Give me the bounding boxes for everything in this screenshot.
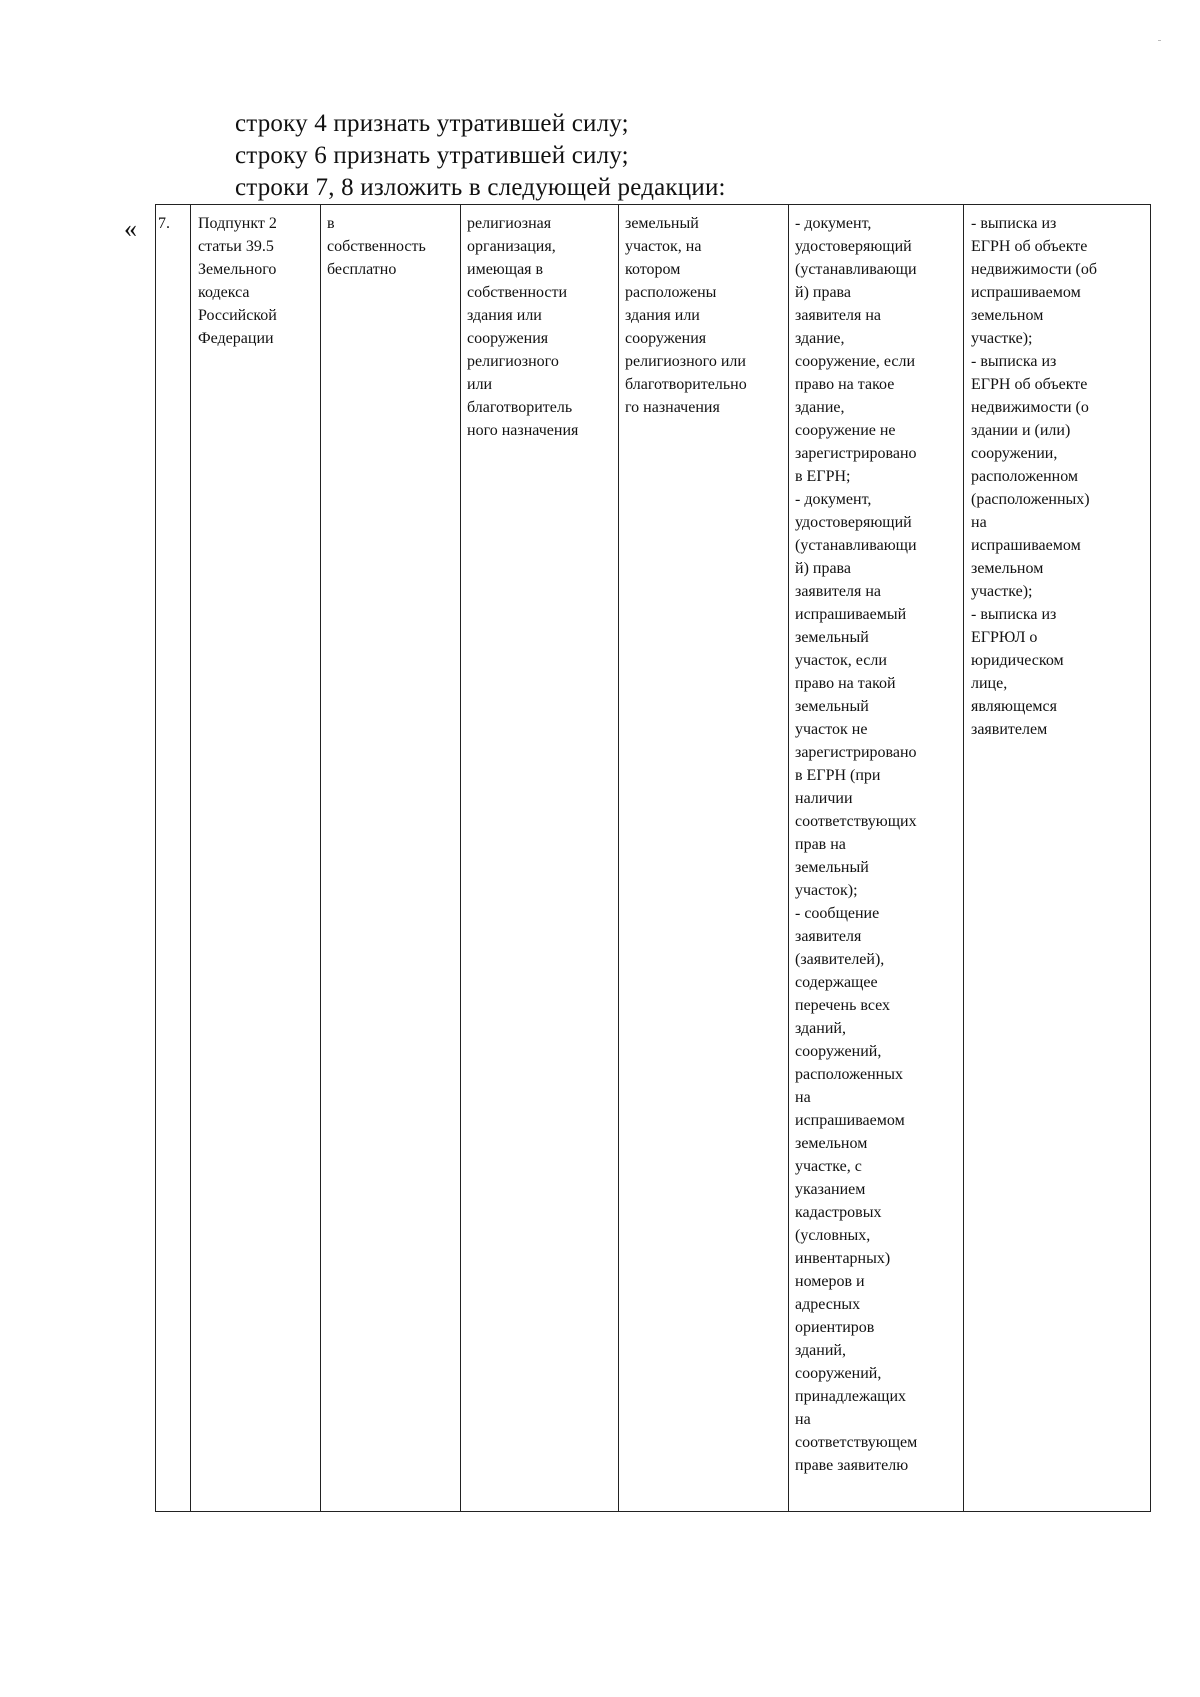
cell-text-line: испрашиваемый [795,606,907,623]
cell-text-line: религиозная [467,215,552,232]
cell-text-line: котором [625,261,681,278]
cell-text-line: ного назначения [467,422,579,439]
cell-text-line: в ЕГРН (при [795,767,881,784]
cell-text-line: инвентарных) [795,1250,891,1267]
cell-text-line: испрашиваемом [971,537,1081,554]
cell-text-line: лице, [971,675,1008,692]
cell-text-line: зарегистрировано [795,744,917,761]
cell-text-line: участок, если [795,652,887,669]
cell-text-line: заявителя на [795,583,881,600]
cell-text-line: (расположенных) [971,491,1090,508]
applicant-documents-cell [795,212,917,1477]
cell-text-line: - выписка из [971,353,1057,370]
document-list-item [795,902,917,1477]
cell-text-line: земельном [971,560,1044,577]
cell-text-line: кадастровых [795,1204,882,1221]
cell-text-line: (устанавливающи [795,537,917,554]
cell-text-line: й) права [795,560,851,577]
cell-text-line: земельный [795,859,869,876]
cell-text-line: перечень всех [795,997,891,1014]
cell-text-line: юридическом [971,652,1064,669]
cell-text-line: сооружение, если [795,353,915,370]
cell-text-line: здания или [467,307,542,324]
cell-text-line: Российской [198,307,277,324]
cell-text-line: испрашиваемом [795,1112,905,1129]
cell-text-line: Подпункт 2 [198,215,277,232]
cell-text-line: го назначения [625,399,720,416]
cell-text-line: Федерации [198,330,274,347]
cell-text-line: прав на [795,836,846,853]
cell-text-line: принадлежащих [795,1388,907,1405]
row-number-cell [158,212,170,235]
cell-text-line: заявителя на [795,307,881,324]
cell-text-line: участке); [971,330,1033,347]
instruction-line: строки 7, 8 изложить в следующей редакции: [235,174,726,201]
cell-text-line: й) права [795,284,851,301]
cell-text-line: удостоверяющий [795,514,912,531]
table-border-bottom [155,1511,1151,1512]
cell-text-line: заявителем [971,721,1048,738]
cell-text-line: содержащее [795,974,878,991]
cell-text-line: наличии [795,790,853,807]
cell-text-line: на [971,514,987,531]
table-border-top [155,204,1151,205]
cell-text-line: участок, на [625,238,702,255]
document-list-item [795,212,917,488]
cell-text-line: благотворитель [467,399,573,416]
cell-text-line: зданий, [795,1342,846,1359]
cell-text-line: сооружений, [795,1365,882,1382]
cell-text-line: земельный [625,215,699,232]
cell-text-line: сооружения [467,330,549,347]
cell-text-line: расположенных [795,1066,903,1083]
cell-text-line: здание, [795,399,845,416]
cell-text-line: сооружении, [971,445,1058,462]
cell-text-line: в [327,215,335,232]
cell-text-line: сооружений, [795,1043,882,1060]
cell-text-line: соответствующем [795,1434,918,1451]
cell-text-line: ориентиров [795,1319,875,1336]
cell-text-line: являющемся [971,698,1058,715]
requested-documents-cell [971,212,1097,741]
cell-text-line: адресных [795,1296,861,1313]
cell-text-line: участке); [971,583,1033,600]
cell-text-line: - документ, [795,491,872,508]
cell-text-line: благотворительно [625,376,747,393]
cell-text-line: участок не [795,721,868,738]
cell-text-line: на [795,1411,811,1428]
cell-text-line: статьи 39.5 [198,238,274,255]
opening-quote-mark: « [124,214,137,243]
cell-text-line: (устанавливающи [795,261,917,278]
cell-text-line: расположены [625,284,717,301]
row-number: 7. [158,215,170,232]
cell-text-line: (условных, [795,1227,871,1244]
cell-text-line: имеющая в [467,261,544,278]
cell-text-line: в ЕГРН; [795,468,851,485]
cell-text-line: испрашиваемом [971,284,1081,301]
column-divider [618,204,619,1512]
column-divider [320,204,321,1512]
cell-text-line: номеров и [795,1273,865,1290]
document-list [795,212,917,1477]
document-list [971,212,1097,741]
column-divider [963,204,964,1512]
cell-text-line: зарегистрировано [795,445,917,462]
cell-text-line: - выписка из [971,606,1057,623]
amendment-instructions [235,108,726,204]
cell-text-line: (заявителей), [795,951,885,968]
cell-text-line: недвижимости (о [971,399,1089,416]
cell-text-line: ЕГРЮЛ о [971,629,1038,646]
cell-text-line: земельный [795,698,869,715]
cell-text-line: земельном [971,307,1044,324]
amendment-table [155,204,1151,1512]
applicant-cell [467,212,578,442]
cell-text-line: право на такое [795,376,895,393]
cell-text-line: земельный [795,629,869,646]
cell-text-line: праве заявителю [795,1457,909,1474]
column-divider [460,204,461,1512]
cell-text-line: ЕГРН об объекте [971,238,1088,255]
scan-speck [1158,40,1161,41]
cell-text-line: ЕГРН об объекте [971,376,1088,393]
column-divider [1150,204,1151,1512]
cell-text-line: - документ, [795,215,872,232]
cell-text-line: право на такой [795,675,896,692]
column-divider [155,204,156,1512]
cell-text-line: участке, с [795,1158,862,1175]
cell-text-line: организация, [467,238,556,255]
cell-text-line: здании и (или) [971,422,1071,439]
right-type-cell [327,212,426,281]
cell-text-line: здание, [795,330,845,347]
cell-text-line: собственность [327,238,426,255]
cell-text-line: зданий, [795,1020,846,1037]
document-list-item [795,488,917,902]
cell-text-line: Земельного [198,261,277,278]
cell-text-line: здания или [625,307,700,324]
cell-text-line: религиозного [467,353,559,370]
column-divider [190,204,191,1512]
cell-text-line: - сообщение [795,905,880,922]
instruction-line: строку 6 признать утратившей силу; [235,142,629,169]
instruction-line: строку 4 признать утратившей силу; [235,110,629,137]
cell-text-line: бесплатно [327,261,397,278]
document-list-item [971,212,1097,350]
legal-basis-cell [198,212,277,350]
document-list-item [971,603,1097,741]
cell-text-line: религиозного или [625,353,746,370]
column-divider [788,204,789,1512]
document-list-item [971,350,1097,603]
cell-text-line: на [795,1089,811,1106]
cell-text-line: или [467,376,493,393]
cell-text-line: кодекса [198,284,250,301]
cell-text-line: земельном [795,1135,868,1152]
cell-text-line: указанием [795,1181,866,1198]
cell-text-line: недвижимости (об [971,261,1097,278]
cell-text-line: собственности [467,284,568,301]
cell-text-line: сооружение не [795,422,896,439]
cell-text-line: участок); [795,882,858,899]
cell-text-line: заявителя [795,928,862,945]
cell-text-line: соответствующих [795,813,917,830]
land-plot-cell [625,212,747,419]
cell-text-line: сооружения [625,330,707,347]
cell-text-line: - выписка из [971,215,1057,232]
cell-text-line: расположенном [971,468,1079,485]
cell-text-line: удостоверяющий [795,238,912,255]
